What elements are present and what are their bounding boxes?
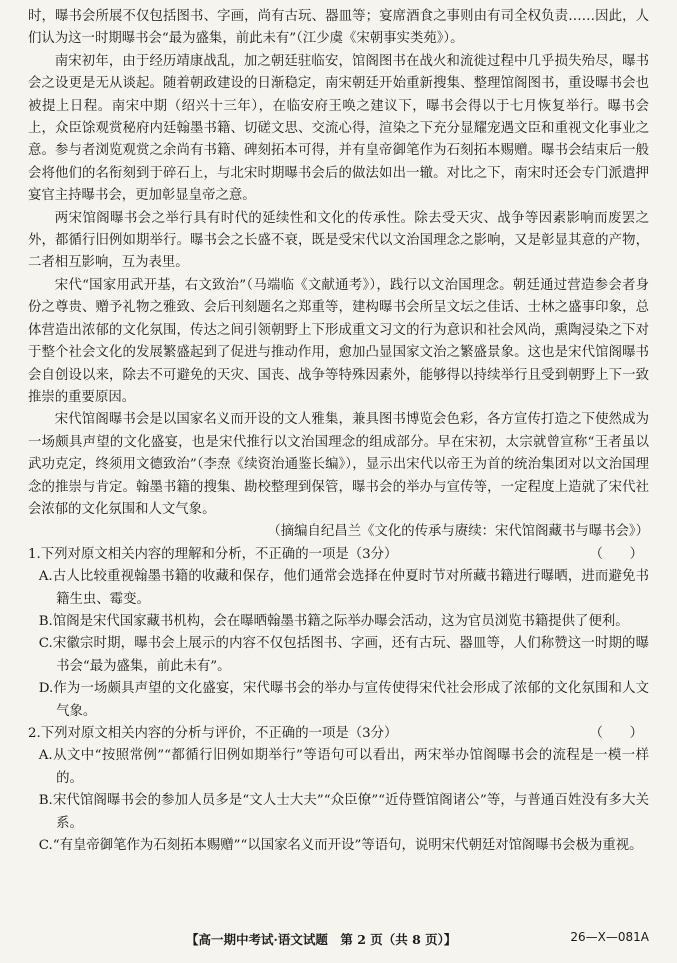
passage-source: （摘编自纪昌兰《文化的传承与赓续：宋代馆阁藏书与曝书会》） [267, 524, 649, 540]
footer-exam-code: 26—X—081A [570, 930, 649, 944]
question-2-answer-blank: （ ） [589, 726, 643, 741]
question-1-answer-blank: （ ） [589, 546, 643, 562]
question-1-stem: 1.下列对原文相关内容的理解和分析，不正确的一项是（3分） [28, 546, 398, 562]
passage-body [28, 6, 649, 857]
passage-paragraph-1: 时，曝书会所展不仅包括图书、字画，尚有古玩、器皿等；宴席酒食之事则由有司全权负责……因此，人们认为这一时期曝书会“最为盛集，前此未有”（江少虞《宋朝事实类苑》）。 [28, 9, 649, 47]
footer-page-info: 【高一期中考试·语文试题 第 2 页（共 8 页）】 [186, 932, 457, 947]
question-1-header [28, 544, 649, 566]
question-1 [28, 544, 649, 723]
passage-paragraph-5: 宋代馆阁曝书会是以国家名义而开设的文人雅集，兼具图书博览会色彩，各方宣传打造之下使然成为一场颇具声望的文化盛宴，也是宋代推行以文治国理念的组成部分。早在宋初，太宗就曾宣称“王者虽以武功克定，终须用文德致治”（李焘《续资治通鉴长编》），显示出宋代以帝王为首的统治集团对以文治国理念的推崇与肯定。翰墨书籍的搜集、勘校整理到保管，曝书会的举办与宣传等，一定程度上造就了宋代社会浓郁的文化氛围和人文气象。 [28, 412, 649, 517]
question-2-option-b: B.宋代馆阁曝书会的参加人员多是“文人士大夫”“众臣僚”“近侍暨馆阁诸公”等，与普通百姓没有多大关系。 [38, 793, 649, 831]
question-1-option-b: B.馆阁是宋代国家藏书机构，会在曝晒翰墨书籍之际举办曝会活动，这为官员浏览书籍提供了便利。 [38, 613, 629, 629]
question-1-option-a: A.古人比较重视翰墨书籍的收藏和保存，他们通常会选择在仲夏时节对所藏书籍进行曝晒，进而避免书籍生虫、霉变。 [38, 569, 649, 607]
question-1-option-c: C.宋徽宗时期，曝书会上展示的内容不仅包括图书、字画，还有古玩、器皿等，人们称赞这一时期的曝书会“最为盛集，前此未有”。 [38, 636, 649, 674]
passage-paragraph-4: 宋代“国家用武开基，右文致治”（马端临《文献通考》），践行以文治国理念。朝廷通过营造参会者身份之尊贵、赠予礼物之雅致、会后刊刻题名之郑重等，建构曝书会所呈文坛之佳话、士林之盛事印象，总体营造出浓郁的文化氛围，传达之间引领朝野上下形成重文习文的行为意识和社会风尚，熏陶浸染之下对于整个社会文化的发展繁盛起到了促进与推动作用，愈加凸显国家文治之繁盛景象。这也是宋代馆阁曝书会自创设以来，除去不可避免的天灾、国丧、战争等特殊因素外，能够得以持续举行且受到朝野上下一致推崇的重要原因。 [28, 277, 649, 405]
question-1-option-d: D.作为一场颇具声望的文化盛宴，宋代曝书会的举办与宣传使得宋代社会形成了浓郁的文化氛围和人文气象。 [38, 681, 649, 719]
passage-paragraph-3: 两宋馆阁曝书会之举行具有时代的延续性和文化的传承性。除去受天灾、战争等因素影响而废罢之外，都循行旧例如期举行。曝书会之长盛不衰，既是受宋代以文治国理念之影响，又是彰显其意的产物，二者相互影响，互为表里。 [28, 210, 649, 271]
question-2-header [28, 723, 649, 745]
question-2-option-c: C.“有皇帝御笔作为石刻拓本赐赠”“以国家名义而开设”等语句，说明宋代朝廷对馆阁曝书会极为重视。 [38, 838, 643, 854]
page-footer [0, 930, 677, 952]
question-2 [28, 723, 649, 857]
passage-paragraph-2: 南宋初年，由于经历靖康战乱，加之朝廷驻临安，馆阁图书在战火和流徙过程中几乎损失殆尽，曝书会之设更是无从谈起。随着朝政建设的日渐稳定，南宋朝廷开始重新搜集、整理馆阁图书，重设曝书会也被提上日程。南宋中期（绍兴十三年），在临安府王唤之建议下，曝书会得以于七月恢复举行。曝书会上，众臣馀观赏秘府内廷翰墨书籍、切磋文思、交流心得，渲染之下充分显耀宠遇文臣和重视文化事业之意。参与者浏览观赏之余尚有书籍、碑刻拓本可得，并有皇帝御笔作为石刻拓本赐赠。曝书会结束后一般会将他们的名衔刻到于碎石上，与北宋时期曝书会后的做法如出一辙。对比之下，南宋时还会专门派遣押宴官主持曝书会，更加彰显皇帝之意。 [28, 53, 649, 204]
question-2-stem: 2.下列对原文相关内容的分析与评价，不正确的一项是（3分） [28, 726, 398, 741]
question-2-option-a: A.从文中“按照常例”“都循行旧例如期举行”等语句可以看出，两宋举办馆阁曝书会的流程是一模一样的。 [38, 748, 649, 786]
